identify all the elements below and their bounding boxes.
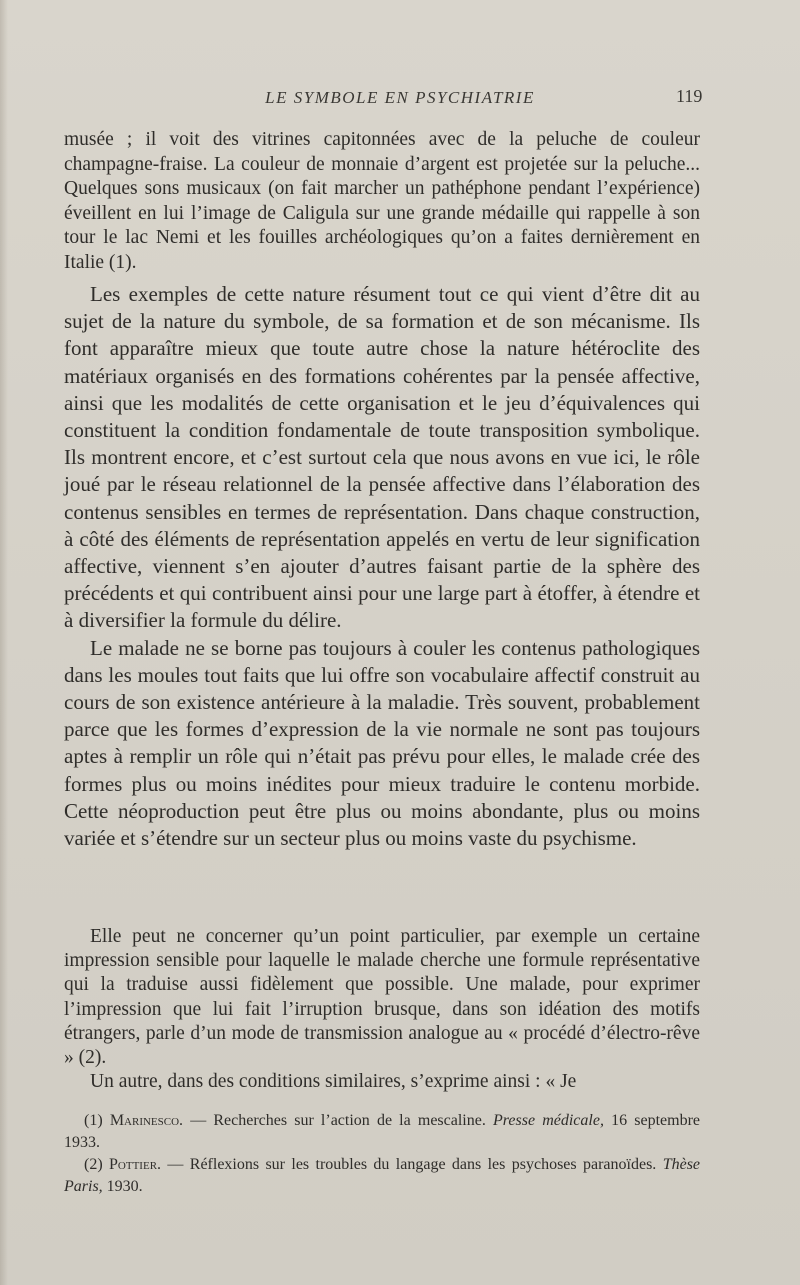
page-number: 119 [676,86,703,106]
running-title: LE SYMBOLE EN PSYCHIATRIE [265,88,535,107]
page-edge-shadow [0,0,8,1285]
paragraph-2: Les exemples de cette nature résument tout ce qui vient d’être dit au sujet de la nature du symbole, de sa formation et de son mécanisme. Ils font apparaître mieux que toute autre chose la nature hétéroclite des matériaux organisés en des formations cohérentes par la pensée affective, ainsi que les modalités de cette organisation et le jeu d’équivalences qui constituent la condition fondamentale de toute transposition symbolique. Ils montrent encore, et c’est surtout cela que nous avons en vue ici, le rôle joué par le réseau relationnel de la pensée affective dans l’élaboration des contenus sensibles en termes de représentation. Dans chaque construction, à côté des éléments de représentation appelés en vertu de leur signification affective, viennent s’en ajouter d’autres faisant partie de la sphère des précédents et qui contribuent ainsi pour une large part à étoffer, à étendre et à diversifier la formule du délire. [64,282,700,633]
text-block-examples [64,925,700,1094]
footnote-2-number: (2) [84,1156,103,1173]
paragraph-3: Le malade ne se borne pas toujours à couler les contenus pathologiques dans les moules tout faits que lui offre son vocabulaire affectif construit au cours de son existence antérieure à la maladie. Très souvent, probablement parce que les formes d’expression de la vie normale ne sont pas toujours aptes à remplir un rôle qui n’était pas prévu pour elles, le malade crée des formes plus ou moins inédites pour mieux traduire le contenu morbide. Cette néoproduction peut être plus ou moins abondante, plus ou moins variée et s’étendre sur un secteur plus ou moins vaste du psychisme. [64,635,700,851]
footnote-2-title: — Réflexions sur les troubles du langage dans les psychoses paranoïdes. [161,1156,663,1173]
footnote-1-date: 16 septembre 1933. [64,1112,701,1151]
footnote-1-journal: Presse médicale, [493,1112,604,1129]
footnote-2-thesis: Thèse Paris, [64,1156,701,1195]
paragraph-4: Elle peut ne concerner qu’un point particulier, par exemple un certaine impression sensible pour laquelle le malade cherche une formule représentative qui la traduise aussi fidèlement que possible. Une malade, pour exprimer l’impression que lui fait l’irruption brusque, dans son idéation des motifs étrangers, parle d’un mode de transmission analogue au « procédé d’électro-rêve » (2). [64,926,700,1069]
footnote-1 [64,1110,700,1154]
text-block-main [64,281,700,852]
footnotes [64,1110,700,1198]
footnote-1-author: Marinesco. [109,1112,184,1129]
footnote-2-author: Pottier. [109,1156,162,1173]
paragraph-5: Un autre, dans des conditions similaires, s’exprime ainsi : « Je [90,1071,577,1093]
text-block-continuation [64,128,700,275]
footnote-2-year: 1930. [102,1178,143,1195]
footnote-2 [64,1154,700,1198]
paragraph-1: musée ; il voit des vitrines capitonnées avec de la peluche de couleur champagne-fraise. La couleur de monnaie d’argent est projetée sur la peluche... Quelques sons musicaux (on fait marcher un pathéphone pendant l’expérience) éveillent en lui l’image de Caligula sur une grande médaille qui rappelle à son tour le lac Nemi et les fouilles archéologiques qu’on a faites dernièrement en Italie (1). [64,129,700,273]
footnote-1-number: (1) [84,1112,103,1129]
footnote-1-title: — Recherches sur l’action de la mescaline. [183,1112,493,1129]
